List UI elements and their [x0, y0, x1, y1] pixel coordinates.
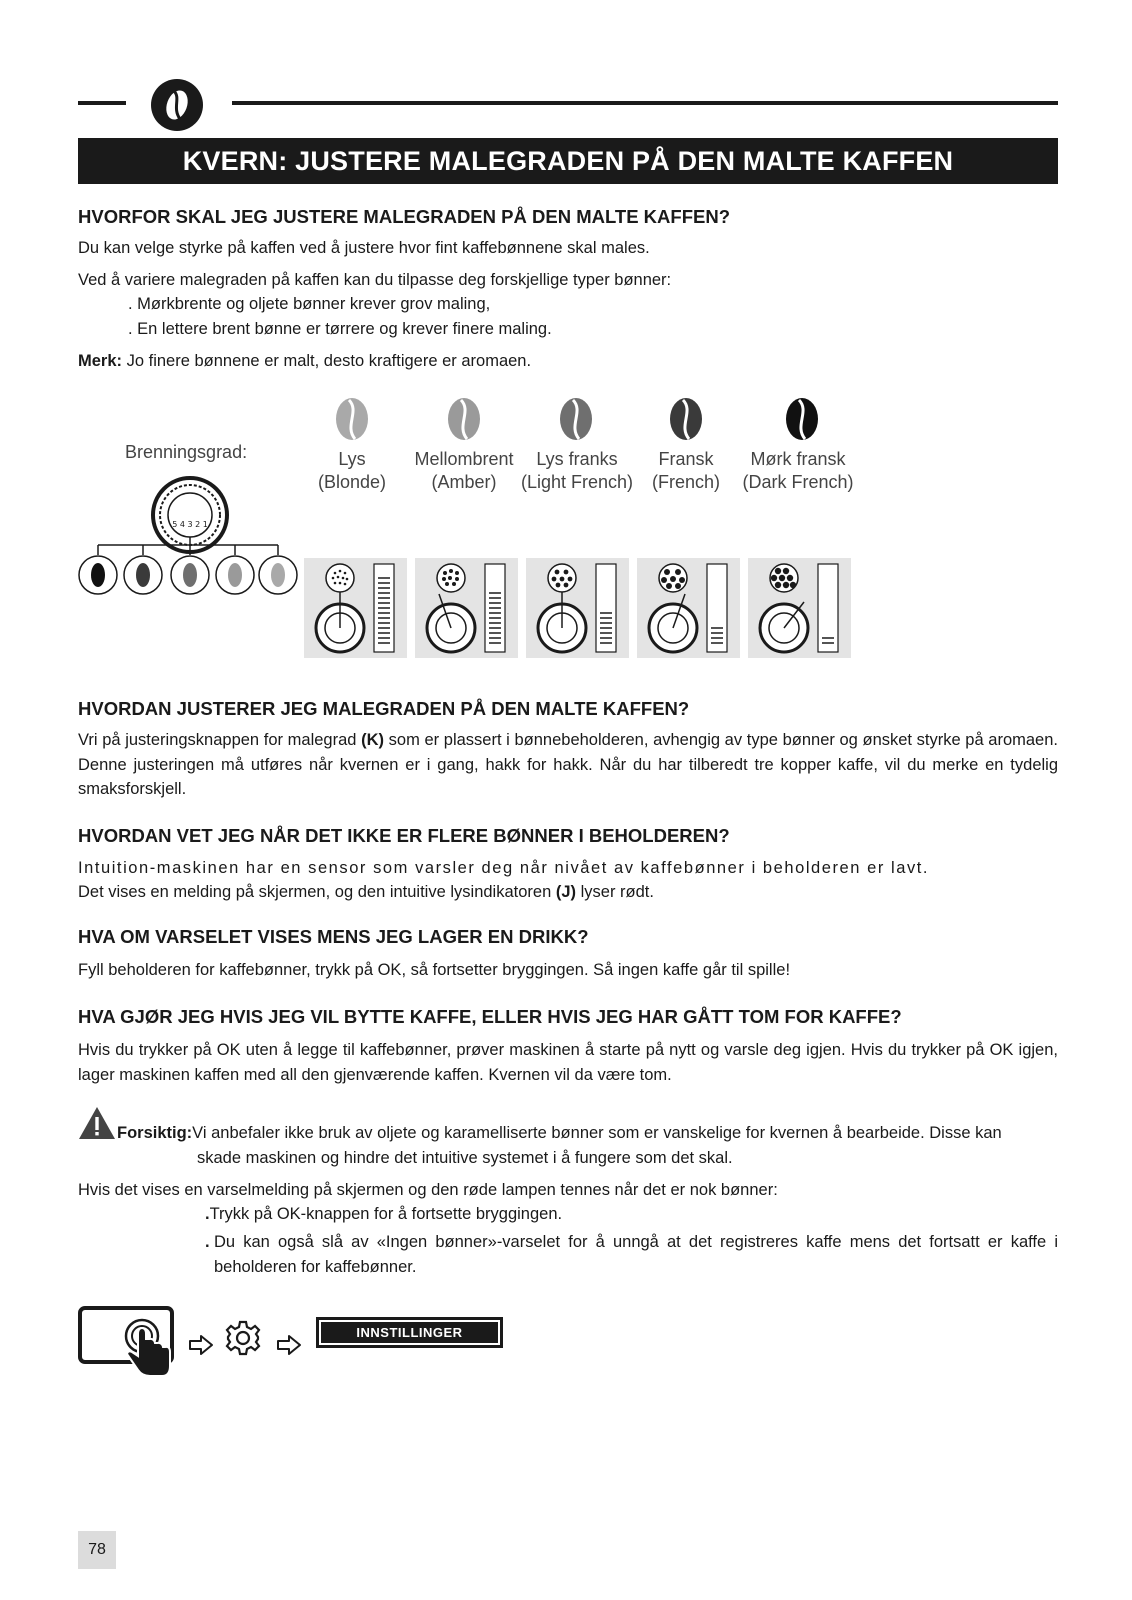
note [78, 349, 1058, 374]
touch-screen-icon [78, 1306, 178, 1380]
paragraph-change-coffee: Hvis du trykker på OK uten å legge til kaffebønner, prøver maskinen å starte på nytt og varsle deg igjen. Hvis du trykker på OK igjen, lager maskinen kaffen med all den gjenværende kaffen. Kvernen vil da være tom. [78, 1041, 1058, 1084]
roast-name: Mørk fransk [750, 449, 846, 469]
label-k: (K) [361, 731, 384, 749]
bean-icon-french [670, 398, 702, 440]
caution-line1 [117, 1121, 1062, 1146]
paragraph-variation: Ved å variere malegraden på kaffen kan du tilpasse deg forskjellige typer bønner: [78, 271, 672, 289]
roast-name: Lys franks [536, 449, 618, 469]
section-heading-change-coffee: HVA GJØR JEG HVIS JEG VIL BYTTE KAFFE, ELLER HVIS JEG HAR GÅTT TOM FOR KAFFE? [78, 1006, 902, 1027]
section-heading-why: HVORFOR SKAL JEG JUSTERE MALEGRADEN PÅ DEN MALTE KAFFEN? [78, 206, 730, 227]
bullet-dot: . [205, 1205, 210, 1223]
section-heading-during-drink: HVA OM VARSELET VISES MENS JEG LAGER EN DRIKK? [78, 926, 589, 947]
label-j: (J) [555, 883, 577, 901]
bean-icon-dark-french [786, 398, 818, 440]
roast-name: Lys [338, 449, 366, 469]
grind-dial-diagram [78, 475, 300, 610]
text-segment: som er plassert i bønnebeholderen, avhengig av type bønner og ønsket styrke på aromaen. Denne justeringen må utføres når kvernen er i gang, hakk for hakk. Når du har tilberedt tre kopper kaffe, vil du merke en tydelig smaksforskjell. [78, 731, 1058, 798]
dial-numbers: 5 4 3 2 1 [172, 520, 208, 529]
roast-name: Mellombrent [414, 449, 514, 469]
roast-level-amber [404, 448, 524, 494]
section-heading-how-adjust: HVORDAN JUSTERER JEG MALEGRADEN PÅ DEN MALTE KAFFEN? [78, 698, 690, 719]
roast-degree-label: Brenningsgrad: [125, 442, 248, 462]
roast-level-dark-french [738, 448, 858, 494]
page-title: KVERN: JUSTERE MALEGRADEN PÅ DEN MALTE KAFFEN [78, 138, 1058, 184]
roast-level-french [636, 448, 736, 494]
gear-icon [225, 1320, 261, 1356]
caution-label: Forsiktig: [117, 1124, 193, 1142]
caution-bullet-dot-2: . [205, 1233, 210, 1251]
page-number: 78 [78, 1531, 116, 1569]
text-segment: lyser rødt. [576, 883, 654, 901]
roast-sub: (Light French) [520, 472, 634, 492]
bullet-light-beans: . En lettere brent bønne er tørrere og krever finere maling. [128, 320, 552, 338]
roast-name: Fransk [658, 449, 714, 469]
text-segment: Det vises en melding på skjermen, og den intuitive lysindikatoren [78, 883, 556, 901]
roast-sub: (Dark French) [742, 472, 854, 492]
bean-icon-amber [448, 398, 480, 440]
header-rule-left [78, 101, 126, 105]
note-text: Jo finere bønnene er malt, desto kraftigere er aromaen. [122, 352, 532, 370]
caution-bullet-2: Du kan også slå av «Ingen bønner»-varselet for å unngå at det registreres kaffe mens det fortsatt er kaffe i beholderen for kaffebønner. [214, 1233, 1058, 1276]
arrow-right-icon [188, 1334, 214, 1356]
header-rule-right [232, 101, 1058, 105]
caution-bullet-1 [205, 1202, 1055, 1227]
settings-menu-label: INNSTILLINGER [316, 1317, 503, 1348]
paragraph-sensor-line2 [78, 880, 1058, 905]
bean-icon-light-french [560, 398, 592, 440]
grind-panel-dark-french [748, 558, 851, 658]
roast-sub: (French) [651, 472, 720, 492]
grind-panel-blonde [304, 558, 407, 658]
bean-icon-blonde [336, 398, 368, 440]
grind-panel-light-french [526, 558, 629, 658]
roast-level-light-french [518, 448, 636, 494]
roast-sub: (Amber) [431, 472, 497, 492]
section-heading-empty: HVORDAN VET JEG NÅR DET IKKE ER FLERE BØNNER I BEHOLDEREN? [78, 825, 730, 846]
note-label: Merk: [78, 352, 123, 370]
roast-sub: (Blonde) [317, 472, 387, 492]
paragraph-adjust [78, 728, 1058, 802]
text-segment: Vri på justeringsknappen for malegrad [78, 731, 362, 749]
grind-panel-amber [415, 558, 518, 658]
arrow-right-icon [276, 1334, 302, 1356]
warning-icon [78, 1106, 116, 1140]
paragraph-refill: Fyll beholderen for kaffebønner, trykk på OK, så fortsetter bryggingen. Så ingen kaffe går til spille! [78, 961, 791, 979]
caution-text: Vi anbefaler ikke bruk av oljete og karamelliserte bønner som er vanskelige for kvernen å bearbeide. Disse kan [192, 1124, 1002, 1142]
bullet-text: Trykk på OK-knappen for å fortsette bryggingen. [209, 1205, 563, 1223]
grind-panel-french [637, 558, 740, 658]
coffee-bean-icon [150, 78, 204, 132]
bullet-dark-beans: . Mørkbrente og oljete bønner krever grov maling, [128, 295, 491, 313]
caution-intro: Hvis det vises en varselmelding på skjermen og den røde lampen tennes når det er nok bønner: [78, 1181, 778, 1199]
paragraph-strength: Du kan velge styrke på kaffen ved å justere hvor fint kaffebønnene skal males. [78, 239, 650, 257]
roast-bean-icons [300, 396, 860, 446]
caution-line2: skade maskinen og hindre det intuitive systemet i å fungere som det skal. [197, 1149, 733, 1167]
roast-level-blonde [302, 448, 402, 494]
paragraph-sensor-line1: Intuition-maskinen har en sensor som varsler deg når nivået av kaffebønner i beholderen er lavt. [78, 859, 930, 877]
